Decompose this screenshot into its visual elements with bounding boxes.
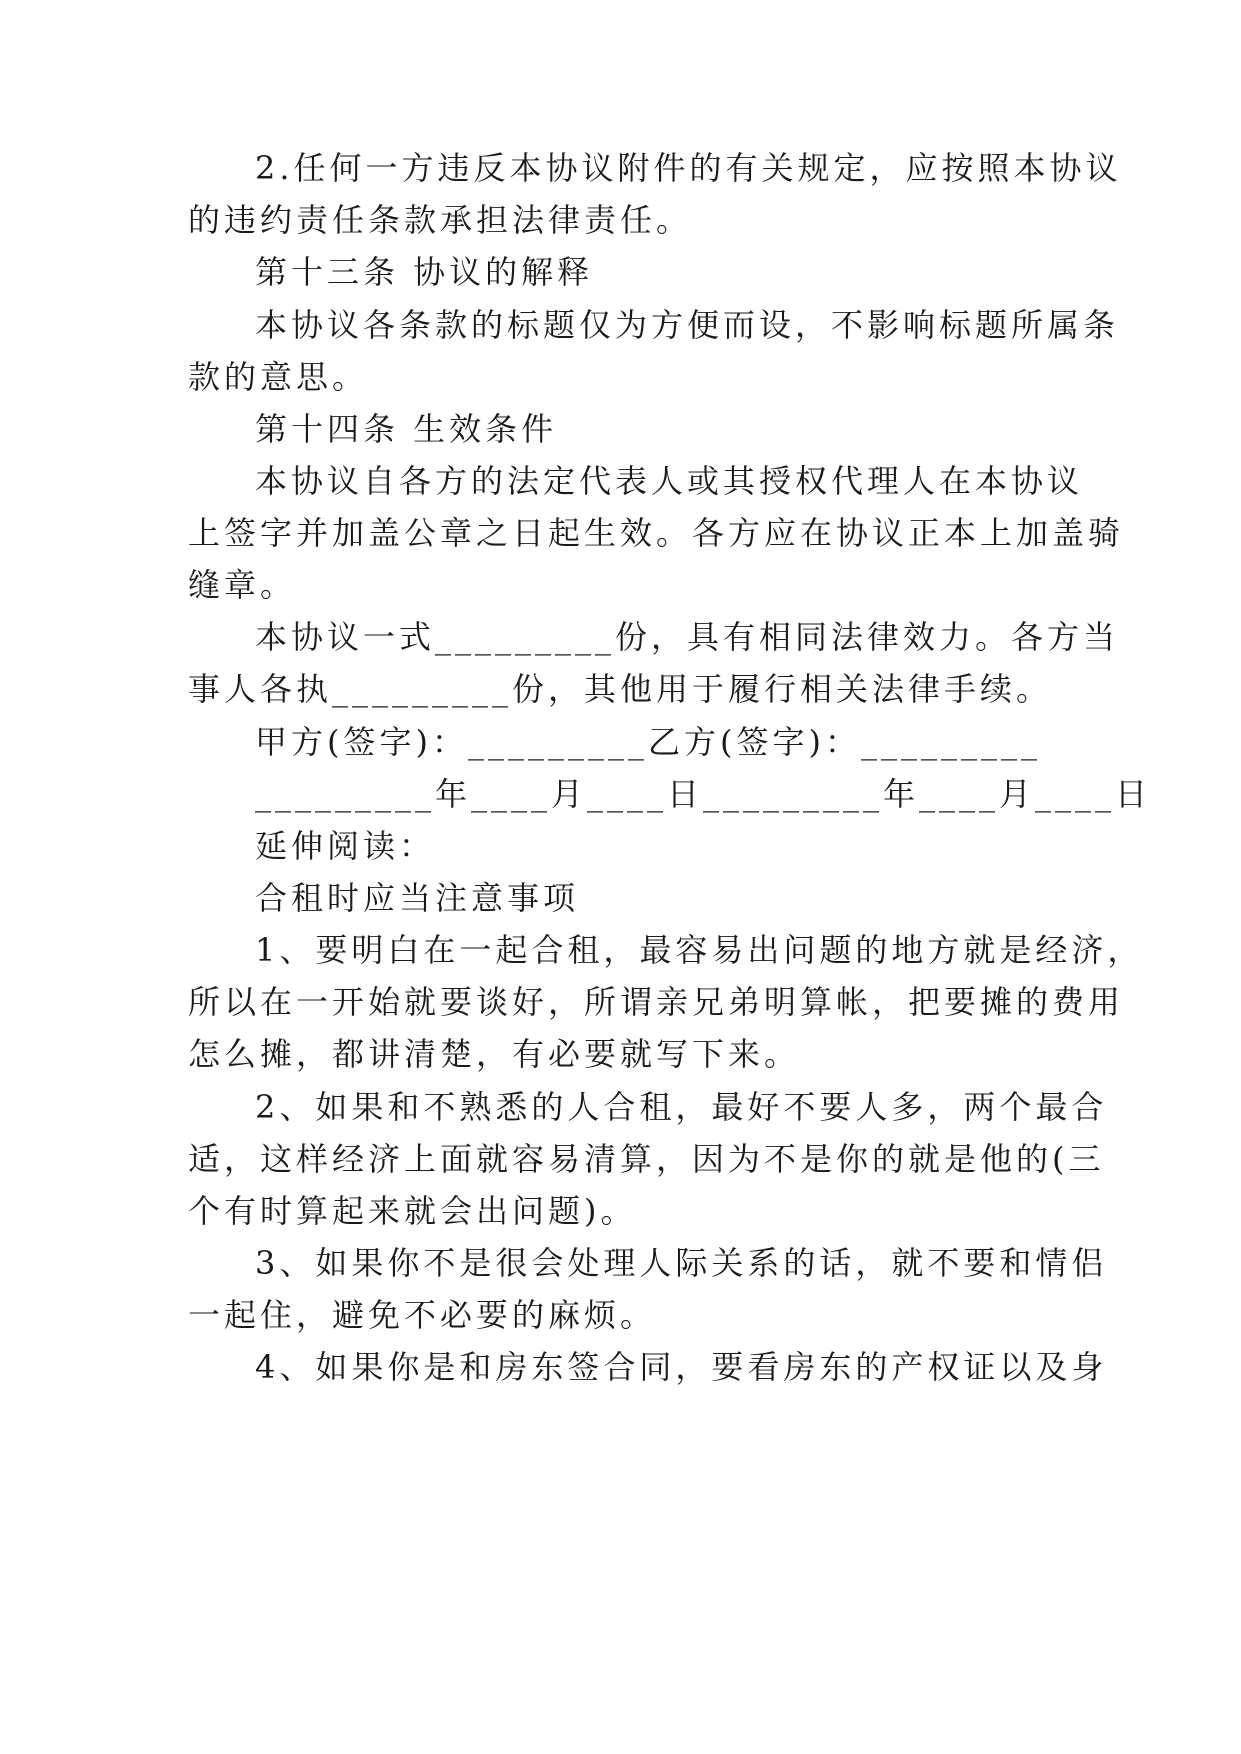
section-heading: 第十四条 生效条件: [255, 410, 558, 448]
text-line: 事人各执_________份，其他用于履行相关法律手续。: [188, 670, 1053, 708]
text-line: 的违约责任条款承担法律责任。: [188, 201, 693, 239]
section-heading: 合租时应当注意事项: [255, 879, 580, 917]
text-line: 3、如果你不是很会处理人际关系的话，就不要和情侣: [255, 1244, 1108, 1282]
date-line: _________年____月____日_________年____月____日: [255, 775, 1152, 813]
text-line: 延伸阅读：: [255, 827, 436, 865]
text-line: 个有时算起来就会出问题)。: [188, 1192, 637, 1230]
text-line: 所以在一开始就要谈好，所谓亲兄弟明算帐，把要摊的费用: [188, 983, 1125, 1021]
text-line: 本协议各条款的标题仅为方便而设，不影响标题所属条: [255, 306, 1120, 344]
text-line: 2、如果和不熟悉的人合租，最好不要人多，两个最合: [255, 1088, 1108, 1126]
text-line: 本协议一式_________份，具有相同法律效力。各方当: [255, 618, 1120, 656]
text-line: 2.任何一方违反本协议附件的有关规定，应按照本协议: [255, 149, 1122, 187]
text-line: 怎么摊，都讲清楚，有必要就写下来。: [188, 1035, 801, 1073]
text-line: 缝章。: [188, 566, 297, 604]
text-line: 1、要明白在一起合租，最容易出问题的地方就是经济，: [255, 931, 1144, 969]
text-line: 适，这样经济上面就容易清算，因为不是你的就是他的(三: [188, 1140, 1105, 1178]
signature-line: 甲方(签字)：_________乙方(签字)：_________: [255, 723, 1041, 761]
text-line: 款的意思。: [188, 358, 369, 396]
text-line: 本协议自各方的法定代表人或其授权代理人在本协议: [255, 462, 1084, 500]
text-line: 一起住，避免不必要的麻烦。: [188, 1296, 657, 1334]
section-heading: 第十三条 协议的解释: [255, 253, 594, 291]
text-line: 4、如果你是和房东签合同，要看房东的产权证以及身: [255, 1348, 1108, 1386]
text-line: 上签字并加盖公章之日起生效。各方应在协议正本上加盖骑: [188, 514, 1125, 552]
